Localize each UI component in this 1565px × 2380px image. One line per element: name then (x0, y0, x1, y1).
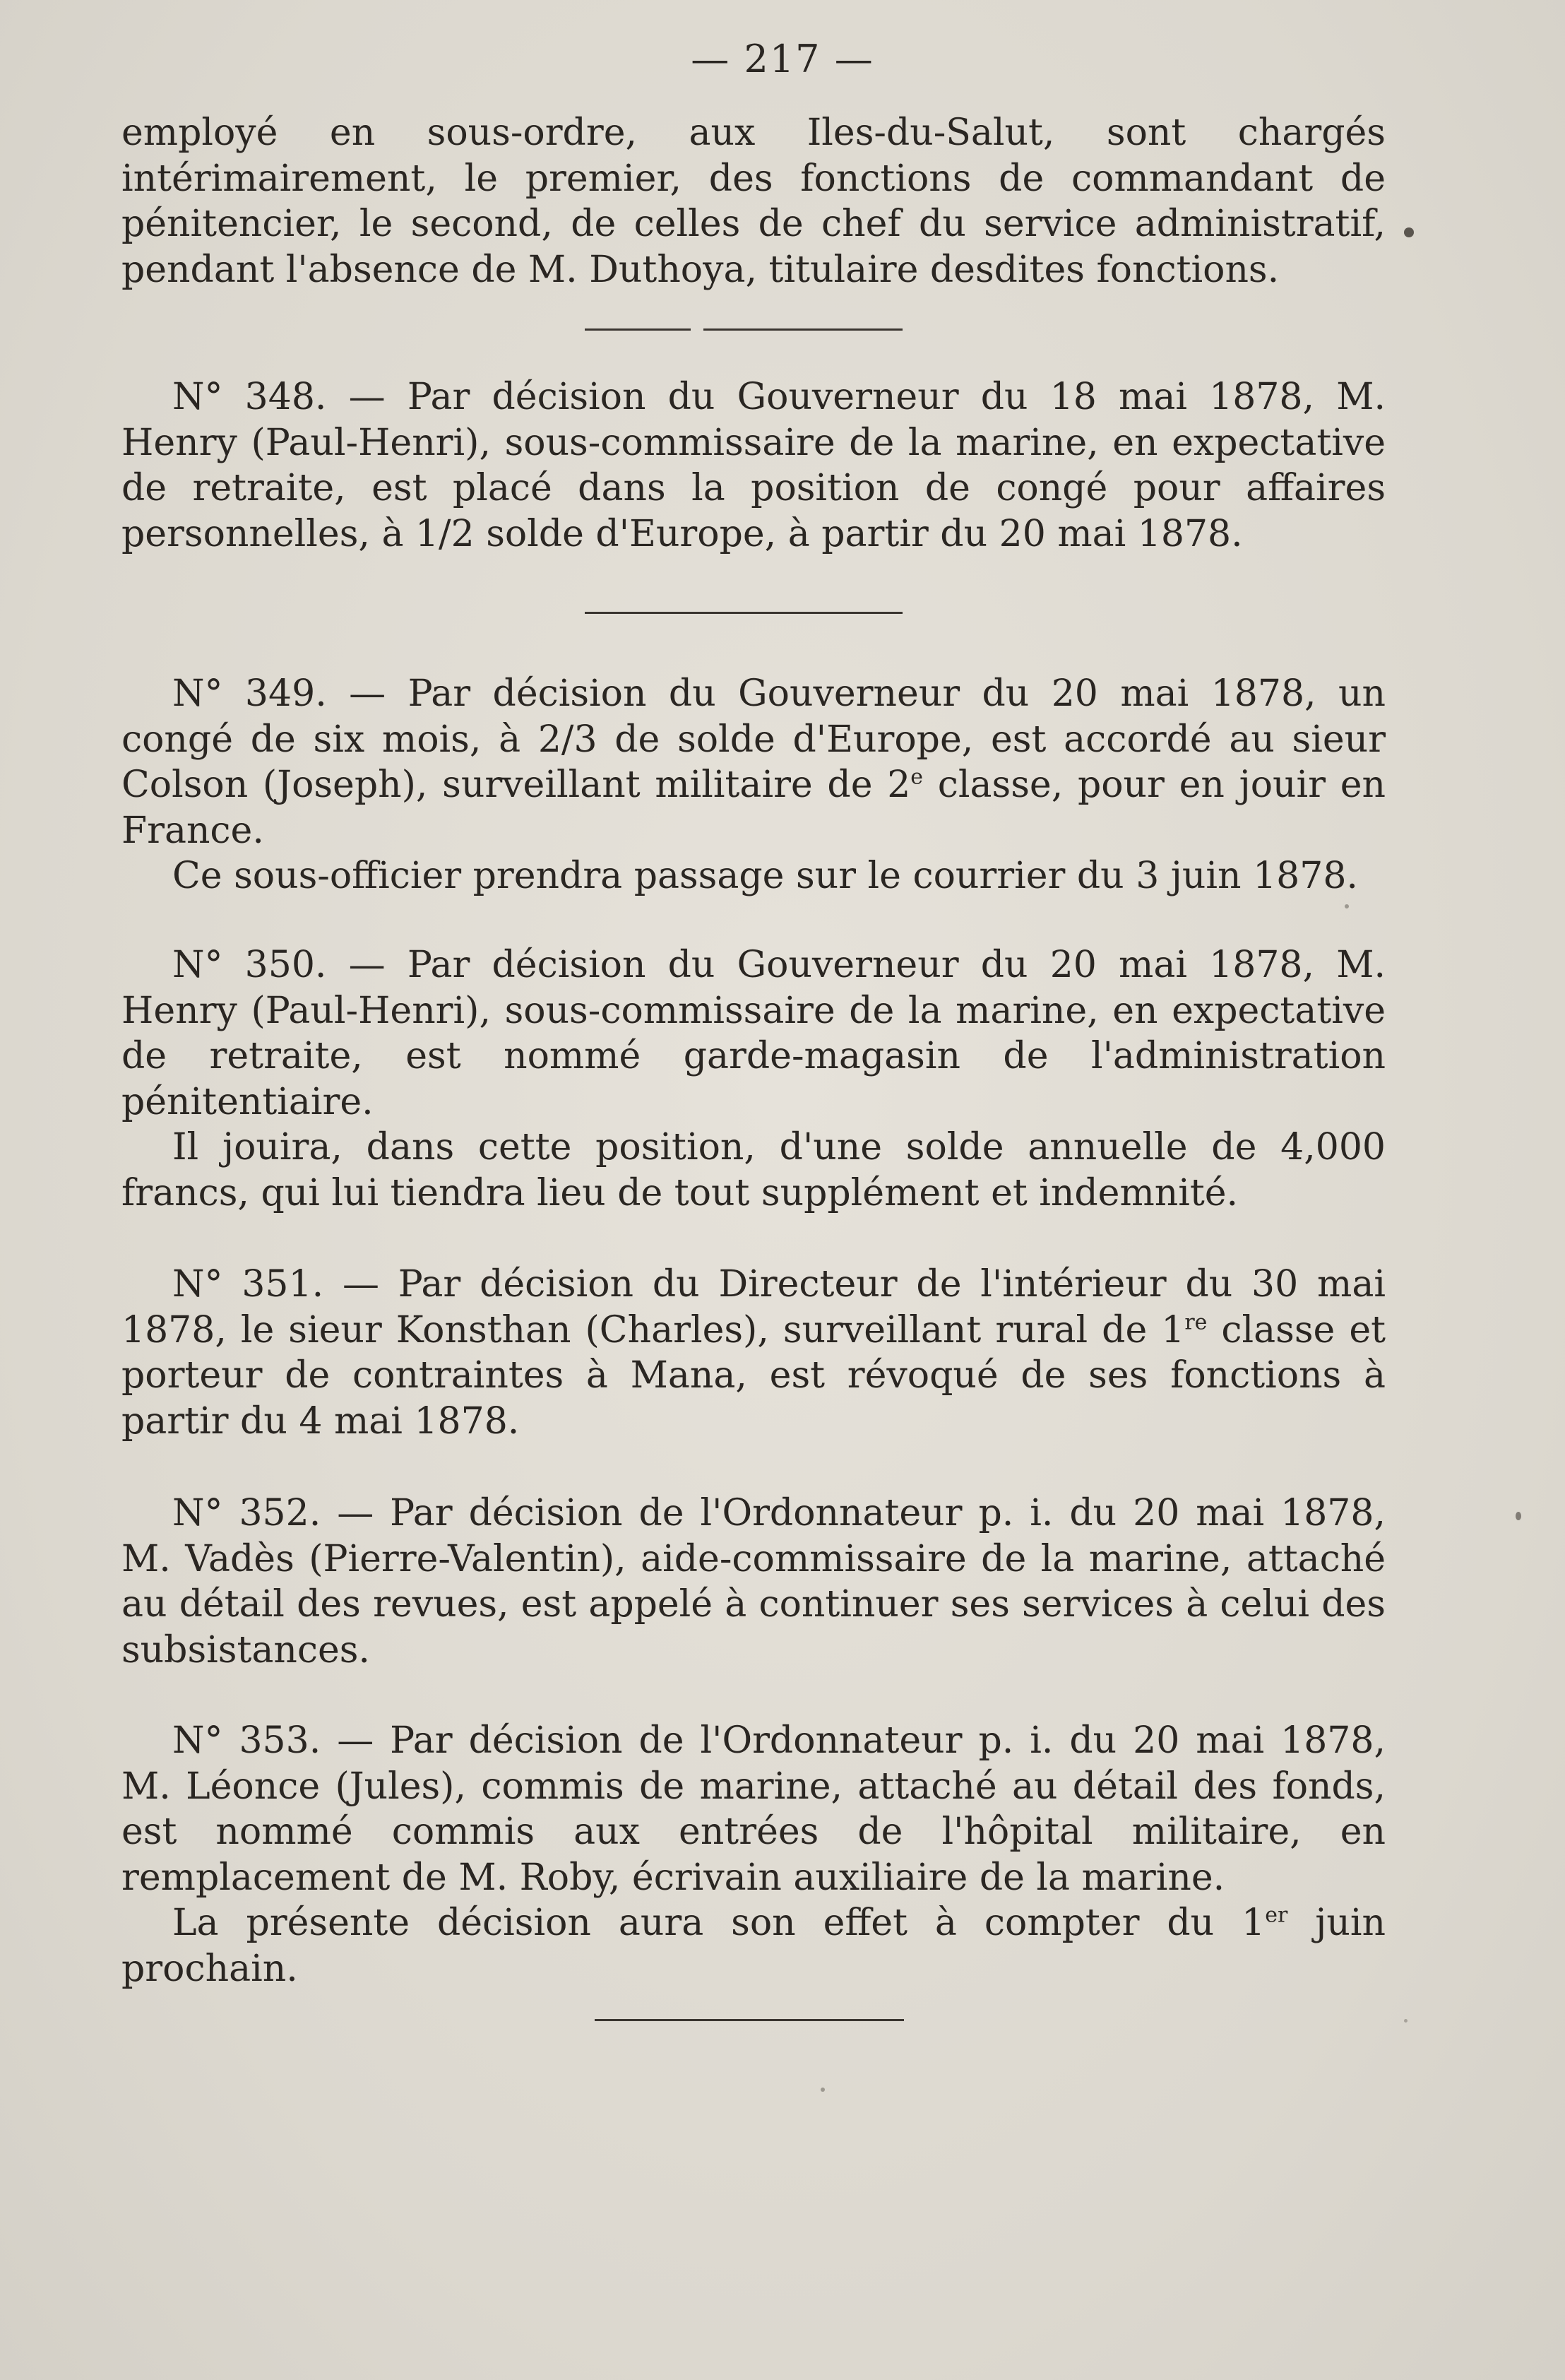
paper-speck (1404, 2019, 1408, 2023)
entry-paragraph (121, 1262, 1386, 1444)
entry-348 (121, 374, 1386, 557)
section-divider (585, 328, 903, 331)
entry-349 (121, 671, 1386, 899)
entry-350 (121, 942, 1386, 1216)
entry-353 (121, 1718, 1386, 1991)
paper-speck (821, 2088, 825, 2092)
superscript: re (1184, 1310, 1208, 1335)
paper-speck (1404, 227, 1414, 237)
entry-extra: Ce sous-officier prendra passage sur le courrier du 3 juin 1878. (172, 855, 1358, 897)
closing-divider (595, 2019, 904, 2021)
entry-extra: Il jouira, dans cette position, d'une solde annuelle de 4,000 francs, qui lui tiendra lieu de tout supplément et indemnité. (121, 1126, 1386, 1214)
superscript: e (910, 764, 924, 790)
intro-paragraph: employé en sous-ordre, aux Iles-du-Salut, sont chargés intérimairement, le premier, des fonctions de commandant de pénitencier, le second, de celles de chef du service administratif, pendant l'absence de M. Duthoya, titulaire desdites fonctions. (121, 112, 1386, 291)
superscript: er (1265, 1902, 1288, 1928)
entry-extra (121, 1900, 1386, 1991)
entry-352 (121, 1491, 1386, 1673)
entry-text: N° 351. — Par décision du Directeur de l'intérieur du 30 mai 1878, le sieur Konsthan (Charles), surveillant rural de 1 (121, 1263, 1386, 1351)
entry-351 (121, 1262, 1386, 1444)
entry-paragraph: N° 353. — Par décision de l'Ordonnateur p. i. du 20 mai 1878, M. Léonce (Jules), commis de marine, attaché au détail des fonds, est nommé commis aux entrées de l'hôpital militaire, en remplacement de M. Roby, écrivain auxiliaire de la marine. (121, 1719, 1386, 1899)
entry-text: juin prochain. (121, 1902, 1386, 1990)
entry-text: classe, pour en jouir en France. (121, 764, 1386, 852)
entry-text: La présente décision aura son effet à compter du 1 (172, 1902, 1266, 1944)
entry-text: N° 349. — Par décision du Gouverneur du 20 mai 1878, un congé de six mois, à 2/3 de solde d'Europe, est accordé au sieur Colson (Joseph), surveillant militaire de 2 (121, 673, 1386, 806)
section-divider (585, 612, 903, 614)
entry-paragraph: N° 352. — Par décision de l'Ordonnateur p. i. du 20 mai 1878, M. Vadès (Pierre-Valentin), aide-commissaire de la marine, attaché au détail des revues, est appelé à continuer ses services à celui des subsistances. (121, 1492, 1386, 1671)
entry-paragraph: N° 350. — Par décision du Gouverneur du 20 mai 1878, M. Henry (Paul-Henri), sous-commissaire de la marine, en expectative de retraite, est nommé garde-magasin de l'administration pénitentiaire. (121, 944, 1386, 1123)
entry-text: classe et porteur de contraintes à Mana, est révoqué de ses fonctions à partir du 4 mai 1878. (121, 1308, 1386, 1443)
paper-speck (1516, 1512, 1521, 1520)
page-number: — 217 — (691, 37, 874, 81)
entry-paragraph: N° 348. — Par décision du Gouverneur du 18 mai 1878, M. Henry (Paul-Henri), sous-commissaire de la marine, en expectative de retraite, est placé dans la position de congé pour affaires personnelles, à 1/2 solde d'Europe, à partir du 20 mai 1878. (121, 376, 1386, 555)
entry-paragraph (121, 671, 1386, 853)
intro-block (121, 110, 1386, 292)
paper-speck (1345, 904, 1349, 908)
